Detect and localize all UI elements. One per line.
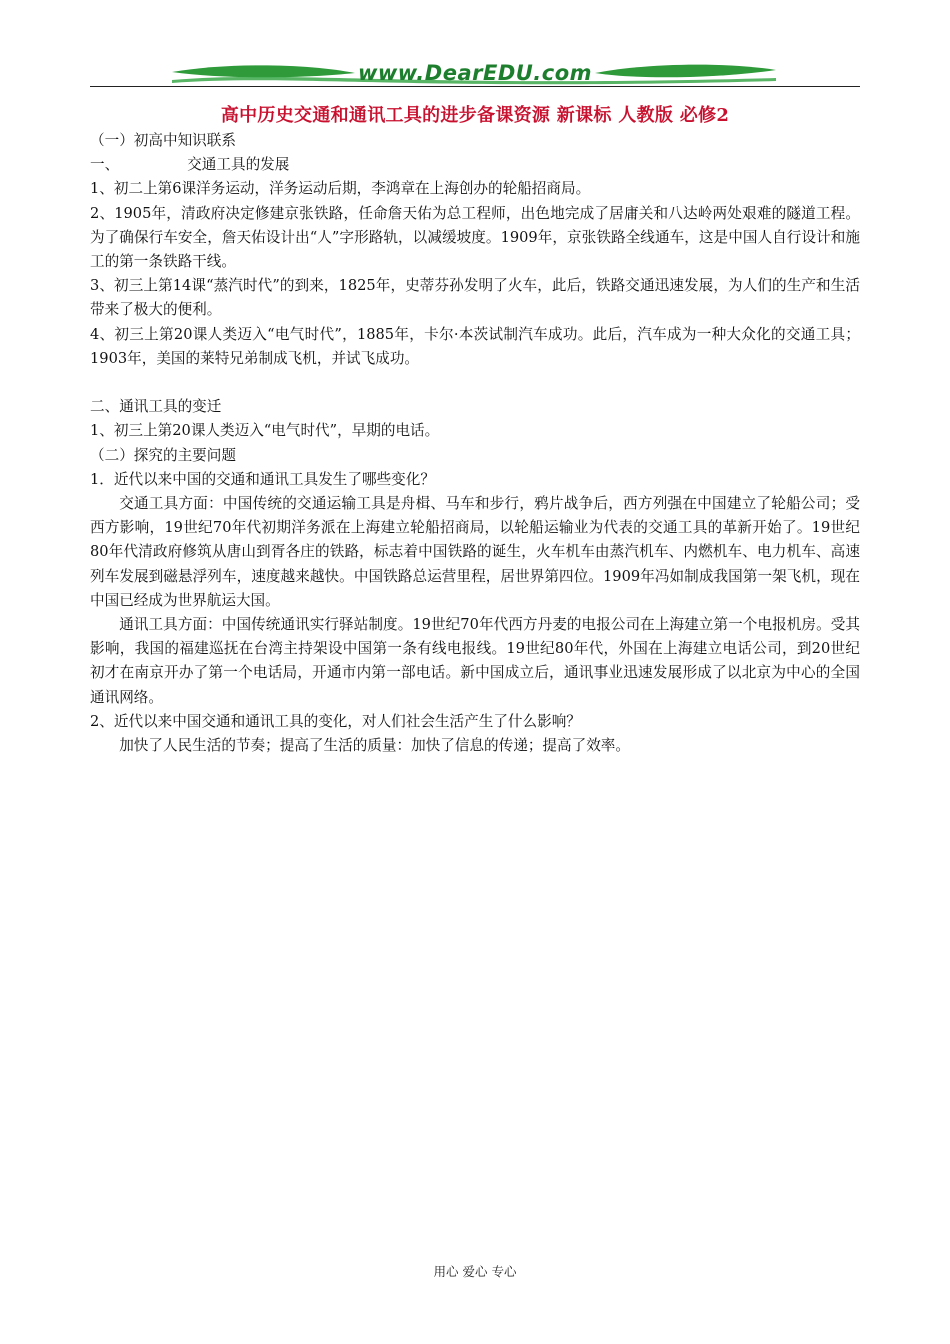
answer-paragraph: 通讯工具方面：中国传统通讯实行驿站制度。19世纪70年代西方丹麦的电报公司在上海建立第一个电报机房。受其影响，我国的福建巡抚在台湾主持架设中国第一条有线电报线。19世纪80年代，外国在上海建立电话公司，到20世纪初才在南京开办了第一个电话局，开通市内第一部电话。新中国成立后，通讯事业迅速发展形成了以北京为中心的全国通讯网络。 <box>90 616 860 706</box>
paragraph: 3、初三上第14课“蒸汽时代”的到来，1825年，史蒂芬孙发明了火车，此后，铁路交通迅速发展，为人们的生产和生活带来了极大的便利。 <box>90 277 860 319</box>
page-footer: 用心 爱心 专心 <box>433 1264 517 1279</box>
question: 2、近代以来中国交通和通讯工具的变化，对人们社会生活产生了什么影响？ <box>90 712 581 730</box>
spacer <box>90 371 860 395</box>
answer-paragraph: 加快了人民生活的节奏；提高了生活的质量：加快了信息的传递；提高了效率。 <box>119 737 630 755</box>
subsection-number: 一、 <box>90 156 120 174</box>
question: 1．近代以来中国的交通和通讯工具发生了哪些变化？ <box>90 470 435 488</box>
logo-text: www.DearEDU.com <box>357 61 593 85</box>
paragraph: 2、1905年，清政府决定修建京张铁路，任命詹天佑为总工程师，出色地完成了居庸关和八达岭两处艰难的隧道工程。为了确保行车安全，詹天佑设计出“人”字形路轨，以减缓坡度。1909年，京张铁路全线通车，这是中国人自行设计和施工的第一条铁路干线。 <box>90 204 860 271</box>
subsection-title: 交通工具的发展 <box>187 156 290 174</box>
paragraph: 1、初二上第6课洋务运动，洋务运动后期，李鸿章在上海创办的轮船招商局。 <box>90 180 591 198</box>
paragraph: 1、初三上第20课人类迈入“电气时代”，早期的电话。 <box>90 422 440 440</box>
section-heading: （一）初高中知识联系 <box>90 132 236 149</box>
paragraph: 4、初三上第20课人类迈入“电气时代”，1885年，卡尔·本茨试制汽车成功。此后，汽车成为一种大众化的交通工具；1903年，美国的莱特兄弟制成飞机，并试飞成功。 <box>90 325 860 367</box>
subsection-heading <box>90 153 860 177</box>
logo <box>170 58 780 90</box>
answer-paragraph: 交通工具方面：中国传统的交通运输工具是舟楫、马车和步行，鸦片战争后，西方列强在中国建立了轮船公司；受西方影响，19世纪70年代初期洋务派在上海建立轮船招商局，以轮船运输业为代表的交通工具的革新开始了。19世纪80年代清政府修筑从唐山到胥各庄的铁路，标志着中国铁路的诞生，火车机车由蒸汽机车、内燃机车、电力机车、高速列车发展到磁悬浮列车，速度越来越快。中国铁路总运营里程，居世界第四位。1909年冯如制成我国第一架飞机，现在中国已经成为世界航运大国。 <box>90 495 860 609</box>
document-title: 高中历史交通和通讯工具的进步备课资源 新课标 人教版 必修2 <box>220 105 730 126</box>
subsection-heading: 二、通讯工具的变迁 <box>90 398 222 416</box>
section-heading: （二）探究的主要问题 <box>90 446 236 464</box>
document-body <box>90 129 860 758</box>
